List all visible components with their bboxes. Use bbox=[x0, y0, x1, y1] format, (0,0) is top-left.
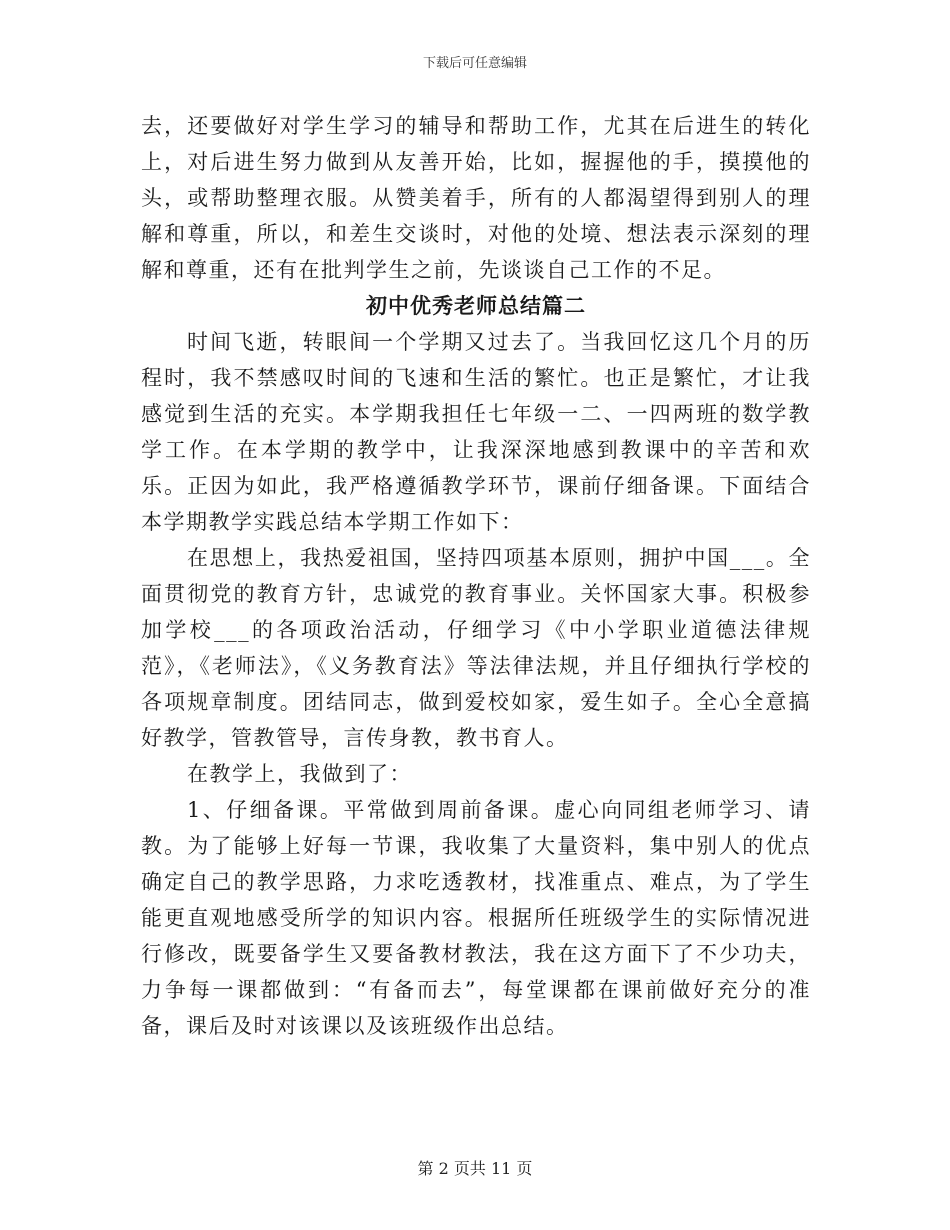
paragraph-teaching-heading: 在教学上，我做到了： bbox=[187, 762, 412, 786]
section-title: 初中优秀老师总结篇二 bbox=[366, 293, 586, 318]
paragraph-lesson-prep: 1、仔细备课。平常做到周前备课。虚心向同组老师学习、请教。为了能够上好每一节课，我收集了大量资料，集中别人的优点确定自己的教学思路，力求吃透教材，找准重点、难点，为了学生能更直观地感受所学的知识内容。根据所任班级学生的实际情况进行修改，既要备学生又要备教材教法，我在这方面下了不少功夫，力争每一课都做到：“有备而去”，每堂课都在课前做好充分的准备，课后及时对该课以及该班级作出总结。 bbox=[141, 798, 811, 1038]
document-body bbox=[141, 108, 811, 1044]
paragraph-ideology: 在思想上，我热爱祖国，坚持四项基本原则，拥护中国___。全面贯彻党的教育方针，忠诚党的教育事业。关怀国家大事。积极参加学校___的各项政治活动，仔细学习《中小学职业道德法律规范》，《老师法》，《义务教育法》等法律法规，并且仔细执行学校的各项规章制度。团结同志，做到爱校如家，爱生如子。全心全意搞好教学，管教管导，言传身教，教书育人。 bbox=[141, 546, 811, 750]
page-footer: 第 2 页共 11 页 bbox=[417, 1159, 533, 1178]
paragraph-intro: 时间飞逝，转眼间一个学期又过去了。当我回忆这几个月的历程时，我不禁感叹时间的飞速和生活的繁忙。也正是繁忙，才让我感觉到生活的充实。本学期我担任七年级一二、一四两班的数学教学工作。在本学期的教学中，让我深深地感到教课中的辛苦和欢乐。正因为如此，我严格遵循教学环节，课前仔细备课。下面结合本学期教学实践总结本学期工作如下： bbox=[141, 330, 811, 534]
paragraph-continuation: 去，还要做好对学生学习的辅导和帮助工作，尤其在后进生的转化上，对后进生努力做到从友善开始，比如，握握他的手，摸摸他的头，或帮助整理衣服。从赞美着手，所有的人都渴望得到别人的理解和尊重，所以，和差生交谈时，对他的处境、想法表示深刻的理解和尊重，还有在批判学生之前，先谈谈自己工作的不足。 bbox=[141, 114, 811, 282]
page-header: 下载后可任意编辑 bbox=[422, 56, 527, 71]
